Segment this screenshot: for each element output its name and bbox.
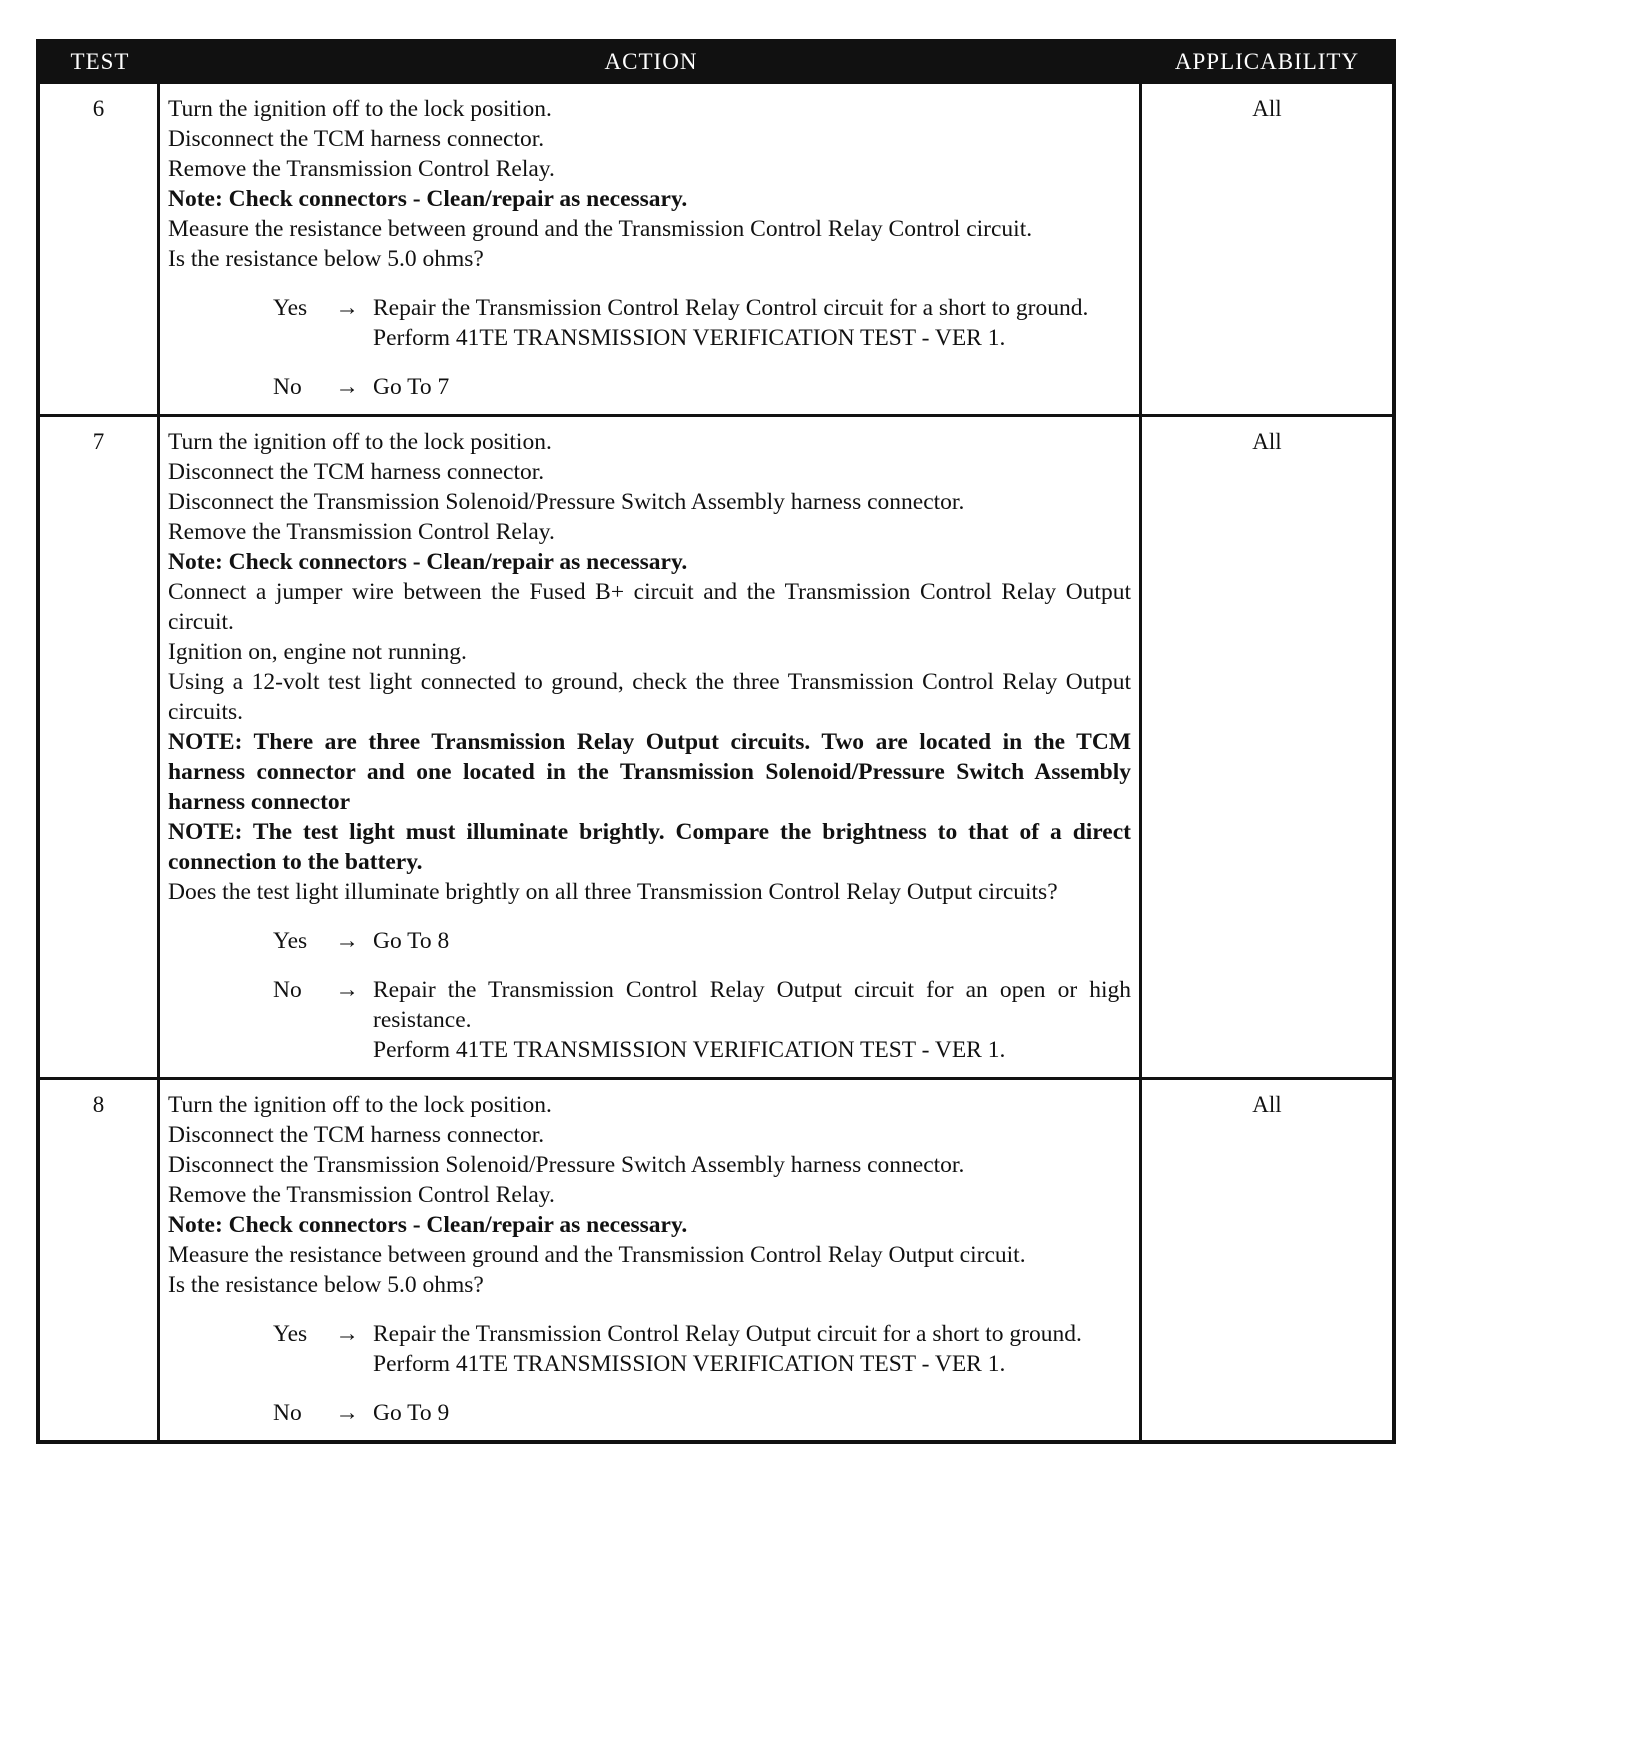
no-branch: [273, 1398, 1131, 1428]
action-note: Note: Check connectors - Clean/repair as necessary.: [168, 549, 688, 575]
test-row-6: [40, 81, 1392, 414]
action-question: Does the test light illuminate brightly on all three Transmission Control Relay Output circuits?: [168, 879, 1058, 905]
test-number: 6: [40, 84, 160, 414]
action-question: Is the resistance below 5.0 ohms?: [168, 1272, 484, 1298]
action-step: Disconnect the TCM harness connector.: [168, 1122, 545, 1148]
diagnostic-test-table: [36, 39, 1396, 1444]
table-header: [40, 43, 1392, 81]
action-step: Connect a jumper wire between the Fused B+ circuit and the Transmission Control Relay Output circuit.: [168, 579, 1131, 635]
arrow-icon: →: [335, 1321, 359, 1347]
no-branch: [273, 372, 1131, 402]
action-step: Disconnect the TCM harness connector.: [168, 126, 545, 152]
no-branch: [273, 975, 1131, 1065]
test-row-8: [40, 1077, 1392, 1440]
no-result: Repair the Transmission Control Relay Output circuit for an open or high resistance. Perform 41TE TRANSMISSION VERIFICATION TEST - VER 1.: [373, 977, 1131, 1063]
arrow-icon: →: [335, 1400, 359, 1426]
arrow-icon: →: [335, 977, 359, 1003]
yes-label: Yes: [273, 928, 308, 954]
action-note: Note: Check connectors - Clean/repair as necessary.: [168, 186, 688, 212]
action-note: NOTE: There are three Transmission Relay Output circuits. Two are located in the TCM harness connector and one located in the Transmission Solenoid/Pressure Switch Assembly harness connector: [168, 729, 1131, 815]
no-result: Go To 7: [373, 374, 450, 400]
yes-result: Repair the Transmission Control Relay Control circuit for a short to ground. Perform 41TE TRANSMISSION VERIFICATION TEST - VER 1.: [373, 295, 1089, 351]
action-cell: [160, 84, 1142, 414]
action-note: Note: Check connectors - Clean/repair as necessary.: [168, 1212, 688, 1238]
applicability-value: All: [1252, 96, 1282, 121]
yes-branch: [273, 293, 1131, 353]
yes-result: Go To 8: [373, 928, 450, 954]
arrow-icon: →: [335, 374, 359, 400]
action-step: Turn the ignition off to the lock position.: [168, 96, 552, 122]
action-step: Disconnect the Transmission Solenoid/Pressure Switch Assembly harness connector.: [168, 1152, 965, 1178]
yes-label: Yes: [273, 1321, 308, 1347]
yes-branch: [273, 1319, 1131, 1379]
test-number: 8: [40, 1080, 160, 1440]
header-action: ACTION: [604, 49, 698, 74]
action-cell: [160, 417, 1142, 1077]
applicability-value: All: [1252, 429, 1282, 454]
test-row-7: [40, 414, 1392, 1077]
action-step: Measure the resistance between ground and the Transmission Control Relay Output circuit.: [168, 1242, 1026, 1268]
applicability-value: All: [1252, 1092, 1282, 1117]
action-step: Remove the Transmission Control Relay.: [168, 519, 555, 545]
action-step: Disconnect the Transmission Solenoid/Pressure Switch Assembly harness connector.: [168, 489, 965, 515]
header-test: TEST: [70, 49, 130, 74]
arrow-icon: →: [335, 928, 359, 954]
action-step: Measure the resistance between ground and the Transmission Control Relay Control circuit.: [168, 216, 1033, 242]
yes-label: Yes: [273, 295, 308, 321]
no-label: No: [273, 977, 302, 1003]
action-step: Turn the ignition off to the lock position.: [168, 429, 552, 455]
action-step: Remove the Transmission Control Relay.: [168, 156, 555, 182]
yes-result: Repair the Transmission Control Relay Output circuit for a short to ground. Perform 41TE TRANSMISSION VERIFICATION TEST - VER 1.: [373, 1321, 1082, 1377]
yes-branch: [273, 926, 1131, 956]
action-step: Using a 12-volt test light connected to ground, check the three Transmission Control Relay Output circuits.: [168, 669, 1131, 725]
action-step: Ignition on, engine not running.: [168, 639, 467, 665]
action-step: Disconnect the TCM harness connector.: [168, 459, 545, 485]
action-cell: [160, 1080, 1142, 1440]
action-step: Remove the Transmission Control Relay.: [168, 1182, 555, 1208]
header-applicability: APPLICABILITY: [1174, 49, 1360, 74]
action-note: NOTE: The test light must illuminate brightly. Compare the brightness to that of a direct connection to the battery.: [168, 819, 1131, 875]
no-label: No: [273, 374, 302, 400]
no-label: No: [273, 1400, 302, 1426]
action-question: Is the resistance below 5.0 ohms?: [168, 246, 484, 272]
arrow-icon: →: [335, 295, 359, 321]
action-step: Turn the ignition off to the lock position.: [168, 1092, 552, 1118]
no-result: Go To 9: [373, 1400, 450, 1426]
test-number: 7: [40, 417, 160, 1077]
